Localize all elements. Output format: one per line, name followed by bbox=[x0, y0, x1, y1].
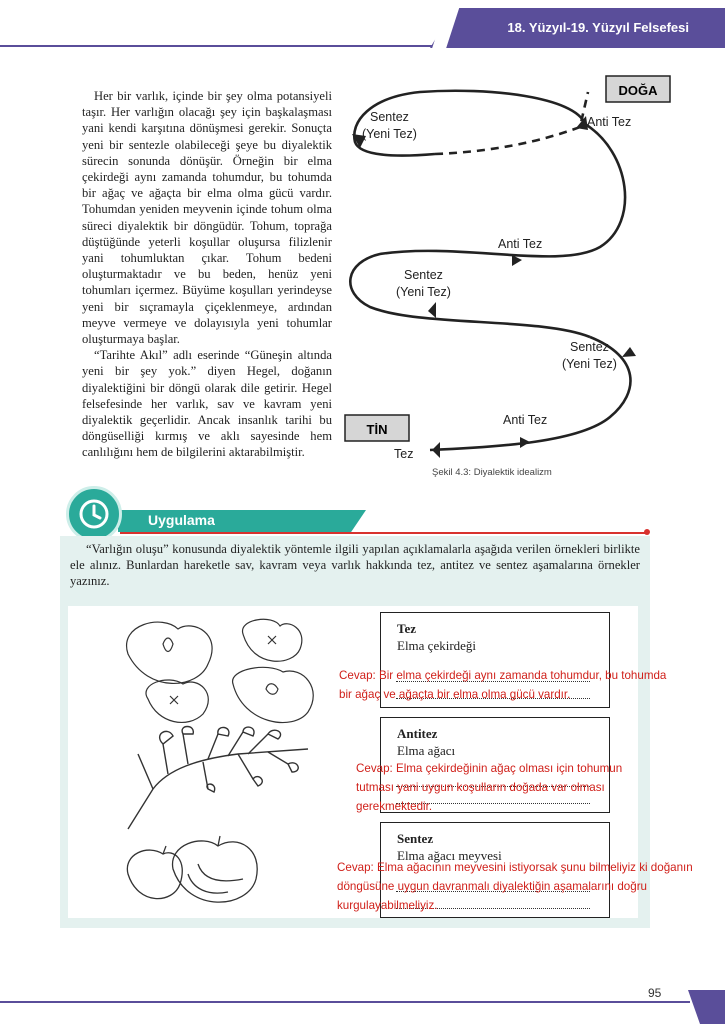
header-rule bbox=[0, 45, 440, 47]
yeni-tez-top: (Yeni Tez) bbox=[362, 127, 417, 141]
uygulama-circle bbox=[66, 486, 122, 542]
antitez-box-value: Elma ağacı bbox=[397, 743, 456, 758]
anti-tez-bottom: Anti Tez bbox=[503, 413, 548, 427]
tez-box-title: Tez bbox=[397, 621, 417, 636]
clock-icon bbox=[69, 489, 119, 539]
apple-branch-illustration bbox=[108, 724, 328, 834]
uygulama-title: Uygulama bbox=[148, 512, 215, 528]
answer-antitez: Cevap: Elma çekirdeğinin ağaç olması için tohumun tutması yani uygun koşulların doğada var olması gerekmektedir. bbox=[356, 762, 623, 813]
uygulama-dot bbox=[644, 529, 650, 535]
whole-apples-illustration bbox=[118, 834, 268, 914]
figure-caption: Şekil 4.3: Diyalektik idealizm bbox=[432, 467, 552, 478]
exercise-instruction bbox=[70, 541, 640, 589]
arrow-bottom-anti bbox=[520, 437, 530, 448]
sentez-box-value: Elma ağacı meyvesi bbox=[397, 848, 502, 863]
arrow-right-sentez bbox=[622, 347, 636, 357]
sentez-top: Sentez bbox=[370, 110, 409, 124]
instruction-text: “Varlığın oluşu” konusunda diyalektik yöntemle ilgili yapılan açıklamalarla aşağıda verilen örnekleri birlikte ele alınız. Bunlardan hareketle sav, kavram veya varlık hakkında tez, antitez ve sentez aşamalarına örnekler yazınız. bbox=[70, 542, 640, 588]
sentez-box-title: Sentez bbox=[397, 831, 434, 846]
dialectic-diagram bbox=[340, 72, 700, 492]
chapter-title: 18. Yüzyıl-19. Yüzyıl Felsefesi bbox=[507, 20, 689, 35]
page-number: 95 bbox=[648, 986, 662, 1000]
footer-band bbox=[688, 990, 725, 1024]
top-loop-dashed bbox=[435, 92, 588, 154]
tez-box-value: Elma çekirdeği bbox=[397, 638, 477, 653]
answer-tez: Cevap: Bir elma çekirdeği aynı zamanda tohumdur, bu tohumda bir ağaç ve ağaçta bir elma olma gücü vardır. bbox=[339, 669, 667, 701]
uygulama-rule bbox=[120, 532, 648, 534]
tin-label: TİN bbox=[366, 422, 388, 437]
anti-tez-middle: Anti Tez bbox=[498, 237, 543, 251]
yeni-tez-right: (Yeni Tez) bbox=[562, 357, 617, 371]
sentez-middle: Sentez bbox=[404, 268, 443, 282]
apple-halves-illustration bbox=[108, 614, 328, 724]
arrow-mid-sentez bbox=[428, 302, 436, 318]
anti-tez-top: Anti Tez bbox=[587, 115, 632, 129]
arrow-bottom-tez bbox=[432, 442, 440, 458]
sentez-right: Sentez bbox=[570, 340, 609, 354]
yeni-tez-middle: (Yeni Tez) bbox=[396, 285, 451, 299]
main-text bbox=[82, 88, 332, 461]
doga-label: DOĞA bbox=[618, 83, 658, 98]
tez-bottom: Tez bbox=[394, 447, 414, 461]
paragraph-2: “Tarihte Akıl” adlı eserinde “Güneşin altında yeni bir şey yok.” diyen Hegel, doğanın diyalektiğini bir döngü olarak dile getirir. Hegel felsefesinde her varlık, sav ve kavram yeni diyalektik geçerlidir. Ancak insanlık tarihi bu döngüselliği kırmış ve aklı sayesinde hem canlılığını hem de bilgilerini aktarabilmiştir. bbox=[82, 348, 332, 460]
footer-rule bbox=[0, 1001, 690, 1003]
antitez-box-title: Antitez bbox=[397, 726, 438, 741]
answer-sentez: Cevap: Elma ağacının meyvesini istiyorsak şunu bilmeliyiz ki doğanın döngüsüne uygun davranmalı diyalektiğin aşamalarını doğru kurgulayabilmeliyiz. bbox=[337, 861, 693, 912]
paragraph-1: Her bir varlık, içinde bir şey olma potansiyeli taşır. Her varlığın olacağı şey için başkalaşması yani kendi karşıtına dönüşmesi gerekir. Sonuçta yeni bir sentezle olabileceği şeye bu diyalektik sürecin sonunda dönüşür. Örneğin bir elma çekirdeği aynı zamanda tohumdur, bu tohumda bir ağaç ve ağaçta bir elma olma gücü vardır. Tohumdan yeniden meyvenin içinde tohum olma süreci diyalektik bir döngüdür. Tohum, toprağa düştüğünde yeterli koşullar oluşursa filizlenir yani tohumluktan çıkar. Tohum bedeni oluşturmaktadır ve bu beden, henüz yeni tohumları içermez. Büyüme koşulları yerindeyse yeni bir sıçramayla çiçeklenmeye, ardından meyve vermeye ve dolayısıyla yeni tohumlar oluşturmaya başlar. bbox=[82, 89, 332, 347]
